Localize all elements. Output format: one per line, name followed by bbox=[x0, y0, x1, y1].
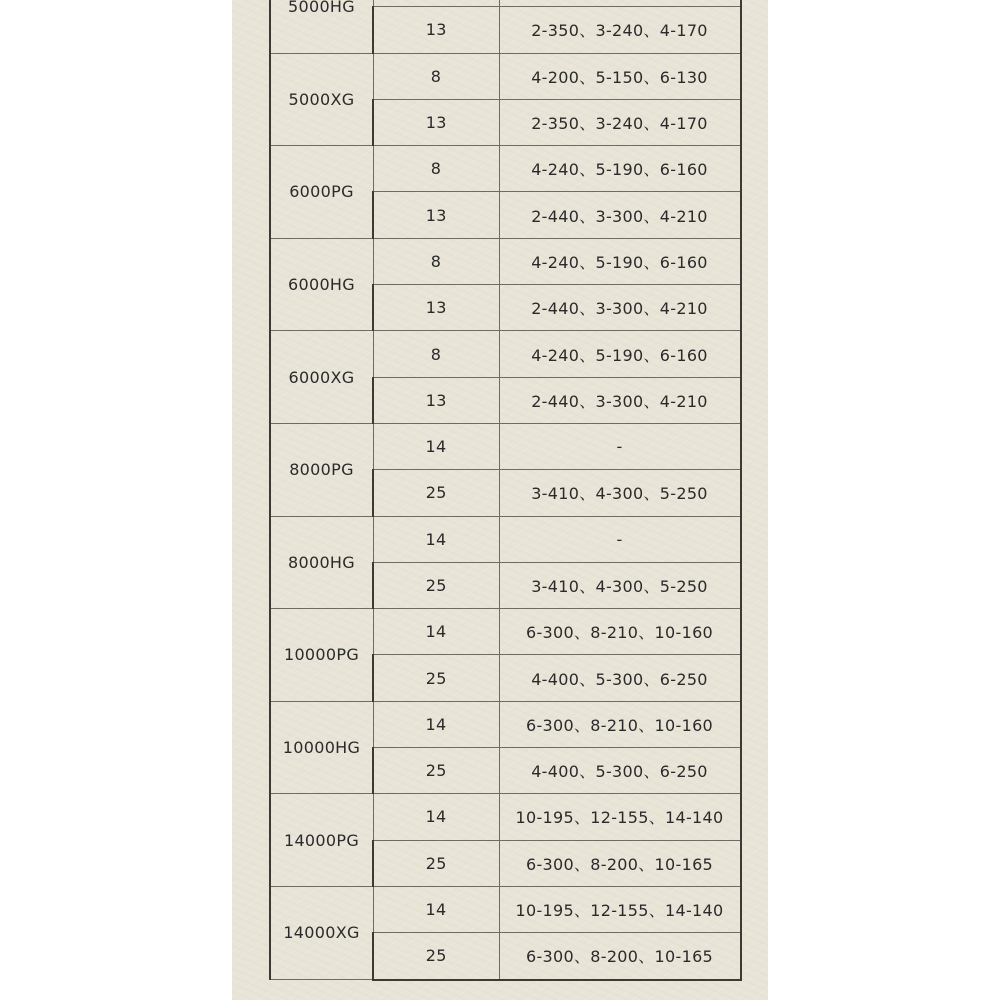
capacity-cell bbox=[499, 0, 741, 7]
capacity-cell: 10-195、12-155、14-140 bbox=[499, 886, 741, 932]
capacity-cell: 6-300、8-200、10-165 bbox=[499, 933, 741, 980]
model-cell: 6000HG bbox=[270, 238, 373, 331]
capacity-cell: 6-300、8-210、10-160 bbox=[499, 609, 741, 655]
capacity-cell: 6-300、8-210、10-160 bbox=[499, 701, 741, 747]
number-cell: 13 bbox=[373, 99, 499, 145]
table-row bbox=[270, 516, 741, 562]
number-cell: 25 bbox=[373, 655, 499, 701]
number-cell: 14 bbox=[373, 886, 499, 932]
number-cell: 13 bbox=[373, 377, 499, 423]
capacity-cell: 2-440、3-300、4-210 bbox=[499, 192, 741, 238]
table-row bbox=[270, 423, 741, 469]
number-cell: 8 bbox=[373, 146, 499, 192]
model-cell: 14000PG bbox=[270, 794, 373, 887]
model-cell: 6000XG bbox=[270, 331, 373, 424]
capacity-cell: 4-240、5-190、6-160 bbox=[499, 146, 741, 192]
number-cell: 8 bbox=[373, 238, 499, 284]
model-cell: 8000HG bbox=[270, 516, 373, 609]
model-cell: 10000PG bbox=[270, 609, 373, 702]
table-row bbox=[270, 886, 741, 932]
model-cell: 14000XG bbox=[270, 886, 373, 979]
capacity-cell: 3-410、4-300、5-250 bbox=[499, 470, 741, 516]
table-row bbox=[270, 609, 741, 655]
number-cell: 8 bbox=[373, 331, 499, 377]
capacity-cell: 4-200、5-150、6-130 bbox=[499, 53, 741, 99]
capacity-cell: 2-440、3-300、4-210 bbox=[499, 285, 741, 331]
number-cell: 8 bbox=[373, 53, 499, 99]
number-cell: 25 bbox=[373, 562, 499, 608]
capacity-cell: 10-195、12-155、14-140 bbox=[499, 794, 741, 840]
table-row bbox=[270, 146, 741, 192]
table-row bbox=[270, 701, 741, 747]
number-cell bbox=[373, 0, 499, 7]
number-cell: 25 bbox=[373, 748, 499, 794]
model-cell: 8000PG bbox=[270, 423, 373, 516]
table-row bbox=[270, 53, 741, 99]
table-row bbox=[270, 331, 741, 377]
number-cell: 14 bbox=[373, 516, 499, 562]
capacity-cell: 4-240、5-190、6-160 bbox=[499, 238, 741, 284]
capacity-cell: 4-400、5-300、6-250 bbox=[499, 748, 741, 794]
number-cell: 14 bbox=[373, 423, 499, 469]
number-cell: 14 bbox=[373, 701, 499, 747]
capacity-cell: 3-410、4-300、5-250 bbox=[499, 562, 741, 608]
number-cell: 13 bbox=[373, 7, 499, 53]
spec-table bbox=[269, 0, 742, 981]
number-cell: 25 bbox=[373, 840, 499, 886]
table-row bbox=[270, 0, 741, 7]
table-row bbox=[270, 794, 741, 840]
capacity-cell: 2-350、3-240、4-170 bbox=[499, 7, 741, 53]
number-cell: 14 bbox=[373, 794, 499, 840]
number-cell: 25 bbox=[373, 933, 499, 980]
capacity-cell: 4-400、5-300、6-250 bbox=[499, 655, 741, 701]
capacity-cell: - bbox=[499, 516, 741, 562]
model-cell: 5000XG bbox=[270, 53, 373, 146]
number-cell: 13 bbox=[373, 192, 499, 238]
spec-table-body bbox=[270, 0, 741, 980]
number-cell: 14 bbox=[373, 609, 499, 655]
capacity-cell: 2-350、3-240、4-170 bbox=[499, 99, 741, 145]
capacity-cell: 4-240、5-190、6-160 bbox=[499, 331, 741, 377]
model-cell: 10000HG bbox=[270, 701, 373, 794]
number-cell: 13 bbox=[373, 285, 499, 331]
number-cell: 25 bbox=[373, 470, 499, 516]
table-row bbox=[270, 238, 741, 284]
capacity-cell: - bbox=[499, 423, 741, 469]
capacity-cell: 2-440、3-300、4-210 bbox=[499, 377, 741, 423]
model-cell: 6000PG bbox=[270, 146, 373, 239]
model-cell: 5000HG bbox=[270, 0, 373, 53]
capacity-cell: 6-300、8-200、10-165 bbox=[499, 840, 741, 886]
